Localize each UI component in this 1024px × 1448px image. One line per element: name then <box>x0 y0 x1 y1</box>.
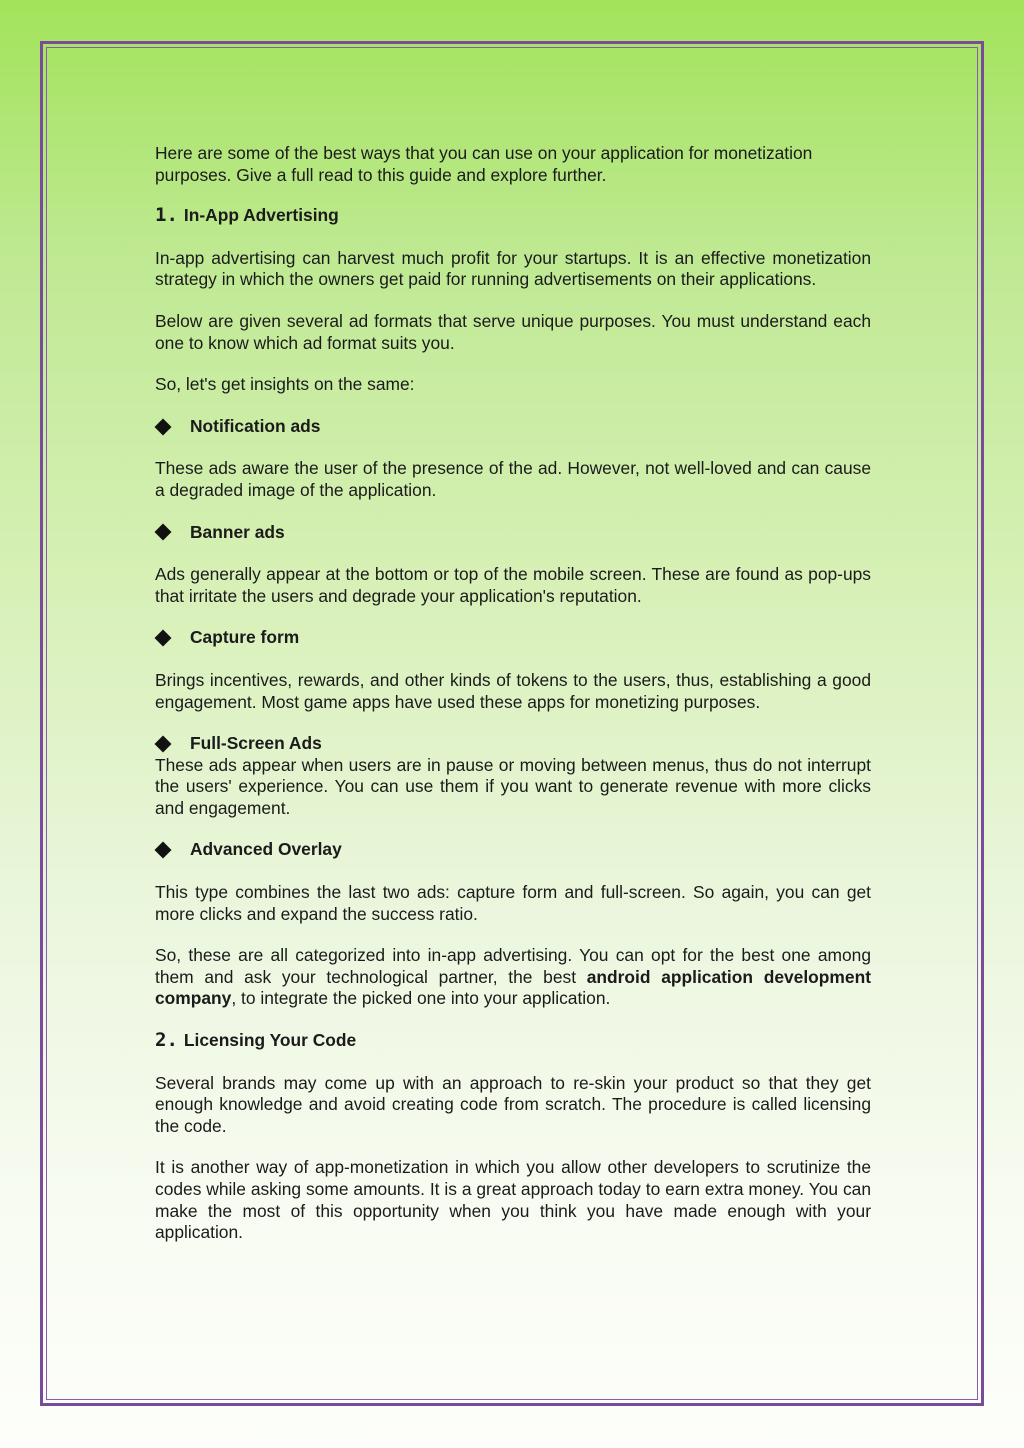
ad-format-description: This type combines the last two ads: capture form and full-screen. So again, you can get more clicks and expand the success ratio. <box>155 882 871 924</box>
ad-format-title: Capture form <box>190 627 300 648</box>
intro-paragraph: Here are some of the best ways that you can use on your application for monetization purposes. Give a full read to this guide and explore further. <box>155 143 813 185</box>
ad-format-full-screen <box>155 733 871 755</box>
diamond-bullet-icon <box>155 630 172 647</box>
diamond-bullet-icon <box>155 735 172 752</box>
ad-format-description: Ads generally appear at the bottom or top of the mobile screen. These are found as pop-ups that irritate the users and degrade your application's reputation. <box>155 564 871 606</box>
section-2-title: Licensing Your Code <box>183 1030 357 1051</box>
diamond-bullet-icon <box>155 524 172 541</box>
section-2-paragraph-2: It is another way of app-monetization in which you allow other developers to scrutinize the codes while asking some amounts. It is a great approach today to earn extra money. You can make the most of this opportunity when you think you have made enough with your application. <box>155 1157 871 1243</box>
section-1-paragraph-2: Below are given several ad formats that serve unique purposes. You must understand each one to know which ad format suits you. <box>155 310 871 353</box>
document-body <box>155 143 871 1264</box>
section-2-number: 2. <box>155 1029 178 1052</box>
ad-format-banner <box>155 522 871 544</box>
ad-format-title: Advanced Overlay <box>190 839 342 860</box>
diamond-bullet-icon <box>155 418 172 435</box>
section-2-paragraph-1: Several brands may come up with an approach to re-skin your product so that they get enough knowledge and avoid creating code from scratch. The procedure is called licensing the code. <box>155 1072 871 1136</box>
section-1-paragraph-3: So, let's get insights on the same: <box>155 374 415 395</box>
section-1-paragraph-1: In-app advertising can harvest much profit for your startups. It is an effective monetization strategy in which the owners get paid for running advertisements on their applications. <box>155 247 871 290</box>
ad-format-title: Notification ads <box>190 415 321 436</box>
ad-format-title: Banner ads <box>190 521 285 542</box>
section-1-heading <box>155 205 871 227</box>
ad-format-title: Full-Screen Ads <box>190 733 322 754</box>
closing-text-before: So, these are all categorized into in-app advertising. You can opt for the best one among them and ask your technological partner, the best <box>155 945 871 987</box>
section-1-title: In-App Advertising <box>183 205 339 226</box>
section-1-number: 1. <box>155 204 178 227</box>
ad-format-advanced-overlay <box>155 839 871 861</box>
section-2-heading <box>155 1030 871 1052</box>
company-link-text: android application development company <box>155 966 871 1009</box>
ad-format-notification <box>155 416 871 438</box>
diamond-bullet-icon <box>155 842 172 859</box>
ad-format-description: Brings incentives, rewards, and other kinds of tokens to the users, thus, establishing a good engagement. Most game apps have used these apps for monetizing purposes. <box>155 669 871 712</box>
ad-format-description: These ads appear when users are in pause or moving between menus, thus do not interrupt the users' experience. You can use them if you want to generate revenue with more clicks and engagement. <box>155 754 871 818</box>
section-1-closing-paragraph <box>155 945 871 1010</box>
closing-text-after: , to integrate the picked one into your application. <box>231 988 611 1009</box>
ad-format-description: These ads aware the user of the presence of the ad. However, not well-loved and can cause a degraded image of the application. <box>155 458 871 500</box>
ad-format-capture-form <box>155 627 871 649</box>
